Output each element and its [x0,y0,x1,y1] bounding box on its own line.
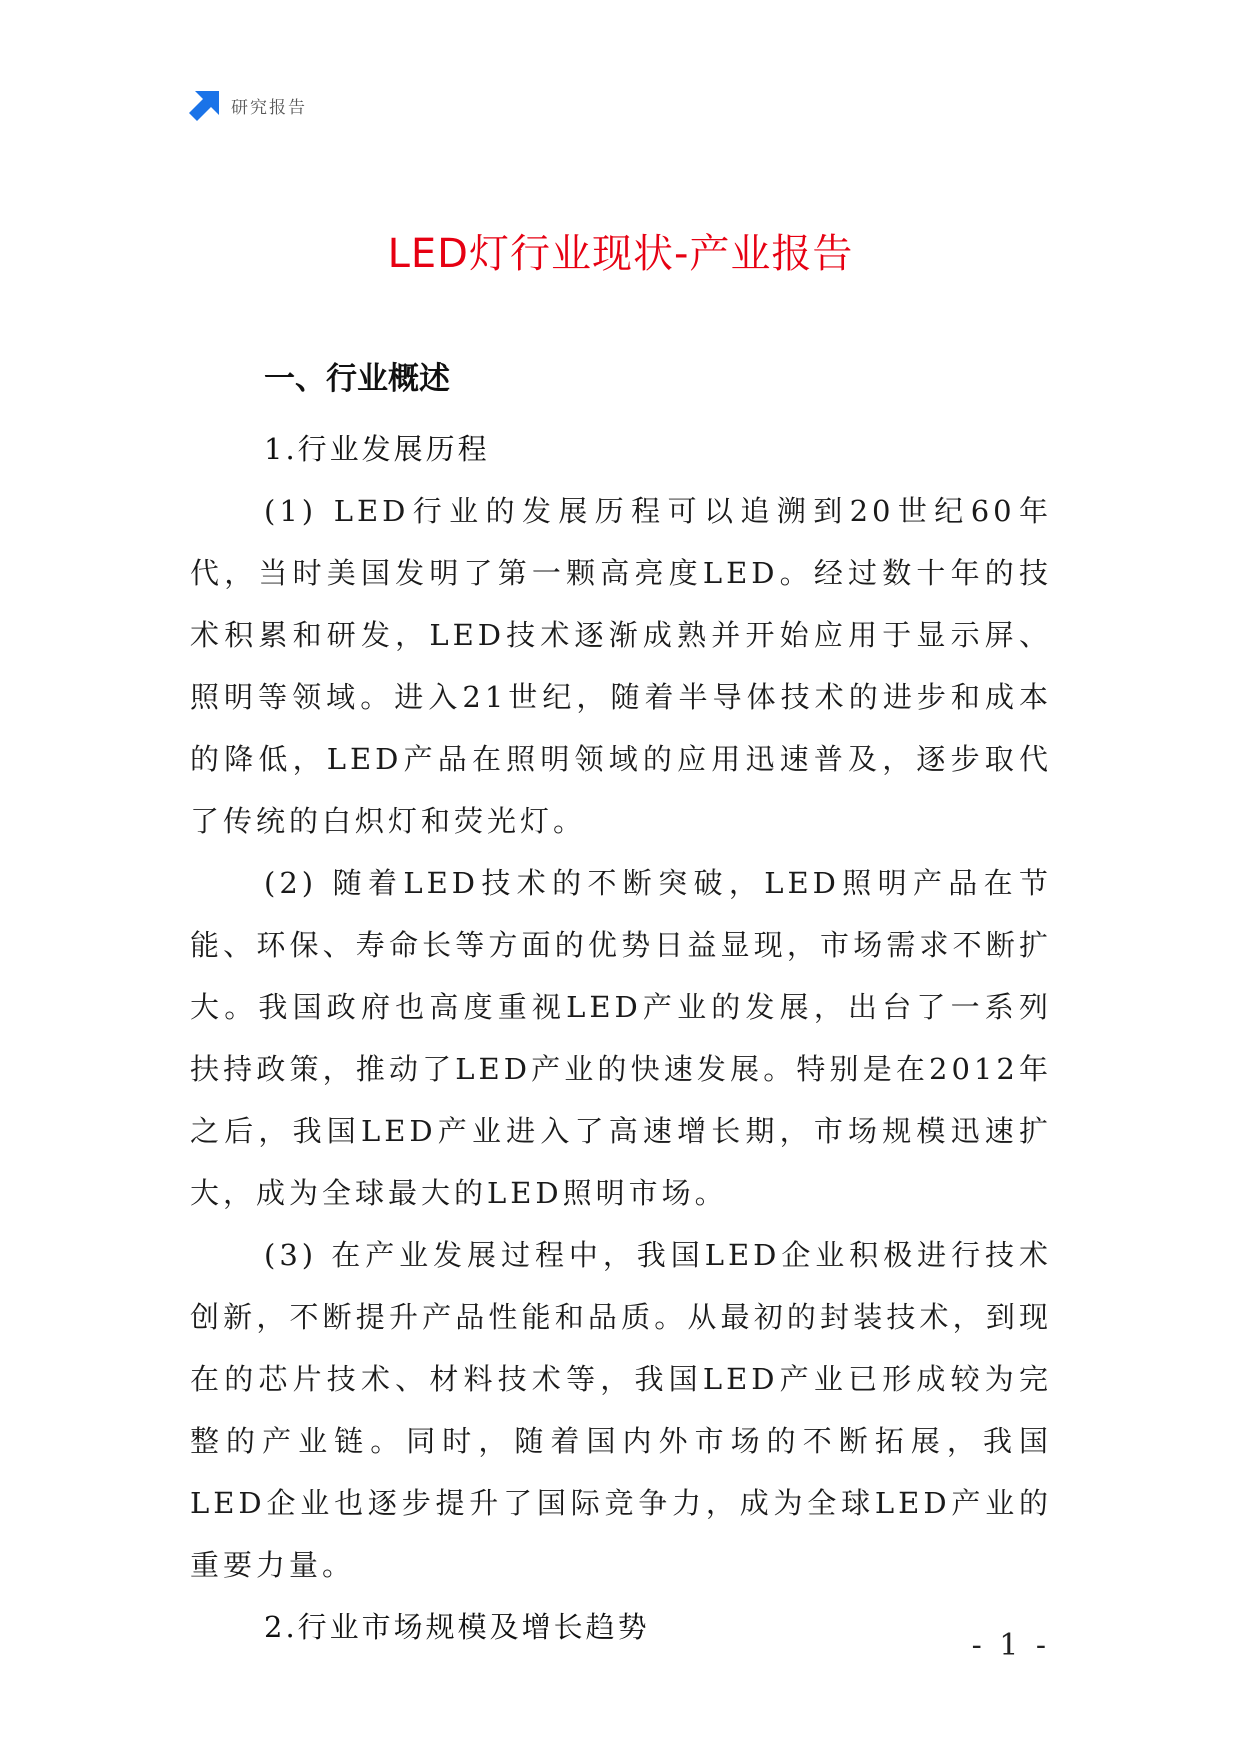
header-label: 研究报告 [231,97,307,118]
document-body [190,360,1052,1658]
subheading-market-size: 2.行业市场规模及增长趋势 [264,1610,650,1644]
paragraph-2: (2) 随着LED技术的不断突破，LED照明产品在节能、环保、寿命长等方面的优势日益显现，市场需求不断扩大。我国政府也高度重视LED产业的发展，出台了一系列扶持政策，推动了LED产业的快速发展。特别是在2012年之后，我国LED产业进入了高速增长期，市场规模迅速扩大，成为全球最大的LED照明市场。 [190,866,1052,1210]
subheading-development-history: 1.行业发展历程 [264,432,490,466]
paragraph-3: (3) 在产业发展过程中，我国LED企业积极进行技术创新，不断提升产品性能和品质。从最初的封装技术，到现在的芯片技术、材料技术等，我国LED产业已形成较为完整的产业链。同时，随着国内外市场的不断拓展，我国LED企业也逐步提升了国际竞争力，成为全球LED产业的重要力量。 [190,1238,1052,1582]
paragraph-1: (1) LED行业的发展历程可以追溯到20世纪60年代，当时美国发明了第一颗高亮度LED。经过数十年的技术积累和研发，LED技术逐渐成熟并开始应用于显示屏、照明等领域。进入21世纪，随着半导体技术的进步和成本的降低，LED产品在照明领域的应用迅速普及，逐步取代了传统的白炽灯和荧光灯。 [190,494,1052,838]
arrow-up-right-icon [189,89,221,121]
report-header [189,88,307,122]
document-title: LED灯行业现状-产业报告 [387,231,854,277]
page-number: - 1 - [971,1628,1050,1663]
section-heading: 一、行业概述 [264,361,450,397]
